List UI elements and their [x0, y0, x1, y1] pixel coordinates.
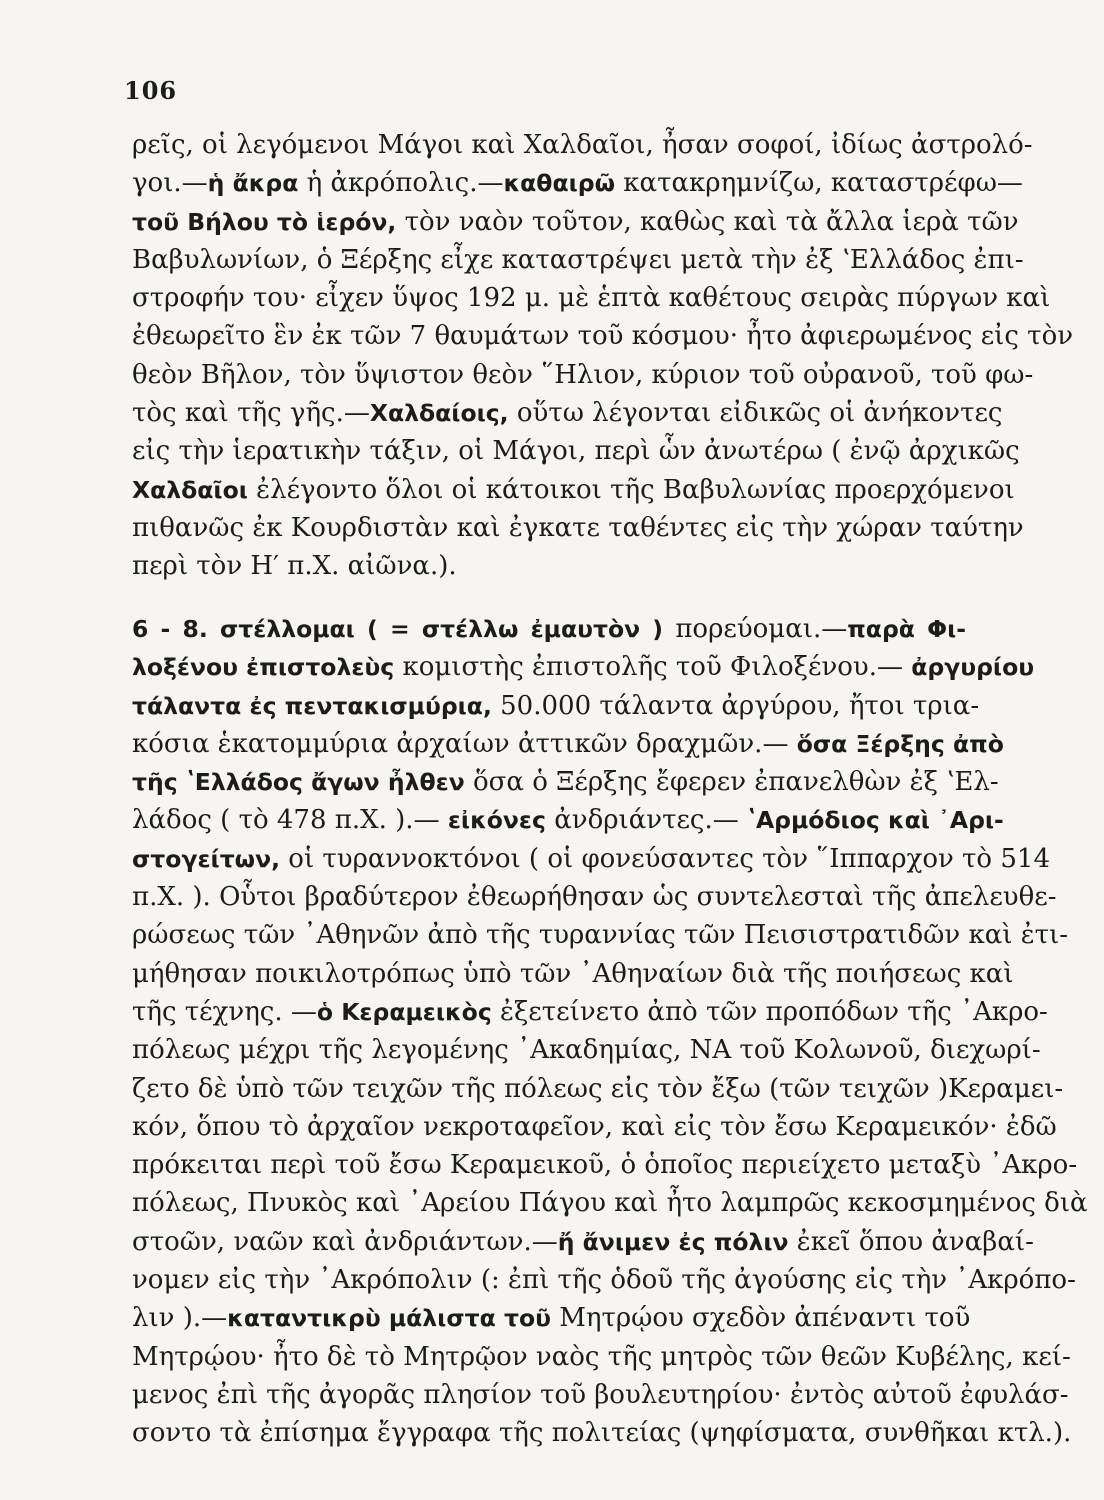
text-line [132, 648, 1035, 686]
text-line [132, 317, 1074, 355]
text-run: ἡ ἀκρόπολις.— [298, 168, 504, 199]
text-run: οἱ τυραννοκτόνοι ( οἱ φονεύσαντες τὸν ῞Ιππαρχον τὸ 514 [280, 843, 1050, 874]
bold-term: Χαλδαίοις, [369, 399, 509, 428]
text-run: Μητρῴου σχεδὸν ἀπέναντι τοῦ [550, 1303, 971, 1334]
text-line [132, 763, 999, 801]
text-line [132, 1146, 1078, 1184]
text-run: Μητρῴου· ἦτο δὲ τὸ Μητρῷον ναὸς τῆς μητρὸς τῶν θεῶν Κυβέλης, κεί- [132, 1341, 1071, 1372]
text-line [132, 1376, 1069, 1414]
text-line [132, 1108, 1057, 1146]
text-run: πιθανῶς ἐκ Κουρδιστὰν καὶ ἐγκατε ταθέντες εἰς τὴν χώραν ταύτην [132, 512, 1024, 543]
text-line [132, 1070, 1064, 1108]
bold-term: ἡ ἄκρα [207, 169, 299, 198]
text-run: πόλεως, Πνυκὸς καὶ ᾽Αρείου Πάγου καὶ ἦτο λαμπρῶς κεκοσμημένος διὰ [132, 1188, 1088, 1219]
text-line [132, 241, 1024, 279]
text-line [132, 801, 1004, 839]
bold-term: εἰκόνες [447, 806, 546, 835]
text-line [132, 394, 1003, 432]
text-line [132, 1184, 1088, 1222]
text-run: στοῶν, ναῶν καὶ ἀνδριάντων.— [132, 1226, 558, 1257]
bold-term: καταντικρὺ μάλιστα τοῦ [227, 1304, 551, 1333]
text-run: ἐκεῖ ὅπου ἀναβαί- [788, 1226, 1034, 1257]
text-run: πόλεως μέχρι τῆς λεγομένης ᾽Ακαδημίας, ΝΑ τοῦ Κολωνοῦ, διεχωρί- [132, 1035, 1041, 1066]
text-run: λάδος ( τὸ 478 π.Χ. ).— [132, 805, 448, 836]
text-line [132, 993, 1048, 1031]
text-line [132, 1223, 1034, 1261]
text-run: στροφήν του· εἶχεν ὕψος 192 μ. μὲ ἑπτὰ καθέτους σειρὰς πύργων καὶ [132, 283, 1051, 314]
text-line [132, 471, 1015, 509]
bold-term: καθαιρῶ [503, 169, 616, 198]
text-line [132, 1261, 1076, 1299]
text-line [132, 1031, 1041, 1069]
text-run: κατακρημνίζω, καταστρέφω— [615, 168, 1023, 199]
text-line [132, 840, 1050, 878]
text-line [132, 725, 1004, 763]
bold-term: ἀργυρίου [911, 653, 1035, 682]
text-run: ἐξετείνετο ἀπὸ τῶν προπόδων τῆς ᾽Ακρο- [491, 996, 1048, 1027]
text-line [132, 1338, 1071, 1376]
text-line [132, 432, 1020, 470]
text-run: ζετο δὲ ὑπὸ τῶν τειχῶν τῆς πόλεως εἰς τὸν ἔξω (τῶν τειχῶν )Κεραμει- [132, 1073, 1064, 1104]
text-line [132, 126, 1033, 164]
bold-term: παρὰ Φι- [847, 615, 967, 643]
text-line [132, 509, 1024, 547]
text-run: γοι.— [132, 168, 208, 199]
text-run: ρεῖς, οἱ λεγόμενοι Μάγοι καὶ Χαλδαῖοι, ἦσαν σοφοί, ἰδίως ἀστρολό- [132, 130, 1033, 160]
bold-term: ʽΑρμόδιος καὶ ᾽Αρι- [747, 806, 1004, 835]
bold-term: 6 - 8. στέλλομαι ( = στέλλω ἐμαυτὸν ) [132, 615, 664, 643]
text-run: κόσια ἑκατομμύρια ἀρχαίων ἀττικῶν δραχμῶν.— [132, 728, 797, 759]
text-run: Βαβυλωνίων, ὁ Ξέρξης εἶχε καταστρέψει μετὰ τὴν ἐξ ʽΕλλάδος ἐπι- [132, 244, 1024, 275]
text-line [132, 164, 1023, 202]
text-line [132, 547, 966, 585]
text-run: λιν ).— [132, 1303, 228, 1334]
bold-term: ἤ ἄνιμεν ἐς πόλιν [557, 1227, 789, 1256]
text-run: κομιστὴς ἐπιστολῆς τοῦ Φιλοξένου.— [394, 652, 912, 683]
text-run: τὸς καὶ τῆς γῆς.— [132, 398, 370, 429]
bold-term: τάλαντα ἐς πεντακισμύρια, [132, 691, 492, 720]
bold-term: τοῦ Βήλου τὸ ἱερόν, [132, 207, 397, 236]
text-run: σοντο τὰ ἐπίσημα ἔγγραφα τῆς πολιτείας (ψηφίσματα, συνθῆκαι κτλ.). [132, 1418, 1072, 1449]
bold-term: λοξένου ἐπιστολεὺς [132, 653, 395, 682]
text-run: ὅσα ὁ Ξέρξης ἔφερεν ἐπανελθὼν ἐξ ʽΕλ- [464, 767, 999, 798]
text-run: εἰς τὴν ἱερατικὴν τάξιν, οἱ Μάγοι, περὶ ὧν ἀνωτέρω ( ἐνῷ ἀρχικῶς [132, 436, 1020, 467]
bold-term: ὅσα Ξέρξης ἀπὸ [796, 729, 1004, 758]
text-run: κόν, ὅπου τὸ ἀρχαῖον νεκροταφεῖον, καὶ εἰς τὸν ἔσω Κεραμεικόν· ἐδῶ [132, 1111, 1057, 1142]
text-run: νομεν εἰς τὴν ᾽Ακρόπολιν (: ἐπὶ τῆς ὁδοῦ τῆς ἀγούσης εἰς τὴν ᾽Ακρόπο- [132, 1265, 1076, 1296]
text-run: μήθησαν ποικιλοτρόπως ὑπὸ τῶν ᾽Αθηναίων διὰ τῆς ποιήσεως καὶ [132, 958, 1014, 989]
text-run: περὶ τὸν Η′ π.Χ. αἰῶνα.). [132, 551, 457, 582]
text-run: τὸν ναὸν τοῦτον, καθὼς καὶ τὰ ἄλλα ἱερὰ τῶν [396, 206, 1019, 237]
text-line [132, 356, 1034, 394]
text-run: ἐλέγοντο ὅλοι οἱ κάτοικοι τῆς Βαβυλωνίας προερχόμενοι [247, 474, 1015, 505]
text-run: πορεύομαι.— [663, 614, 848, 644]
text-run: μενος ἐπὶ τῆς ἀγορᾶς πλησίον τοῦ βουλευτηρίου· ἐντὸς αὐτοῦ ἐφυλάσ- [132, 1379, 1069, 1410]
text-line [132, 203, 1019, 241]
bold-term: τῆς ʽΕλλάδος ἄγων ἦλθεν [132, 768, 465, 797]
text-line [132, 610, 966, 648]
text-run: 50.000 τάλαντα ἀργύρου, ἤτοι τρια- [491, 690, 980, 721]
paragraph-2 [132, 610, 1088, 1453]
text-run: π.Χ. ). Οὗτοι βραδύτερον ἐθεωρήθησαν ὡς συντελεσταὶ τῆς ἀπελευθε- [132, 882, 1057, 913]
text-line [132, 1414, 1072, 1452]
text-line [132, 279, 1051, 317]
text-line [132, 878, 1057, 916]
text-run: ἐθεωρεῖτο ἓν ἐκ τῶν 7 θαυμάτων τοῦ κόσμου· ἦτο ἀφιερωμένος εἰς τὸν [132, 321, 1074, 352]
paragraph-1 [132, 126, 1074, 586]
text-line [132, 1299, 971, 1337]
bold-term: Χαλδαῖοι [132, 475, 248, 504]
bold-term: στογείτων, [132, 844, 281, 873]
text-run: πρόκειται περὶ τοῦ ἔσω Κεραμεικοῦ, ὁ ὁποῖος περιείχετο μεταξὺ ᾽Ακρο- [132, 1150, 1078, 1181]
text-line [132, 687, 980, 725]
text-line [132, 955, 1014, 993]
page-number: 106 [124, 76, 178, 105]
text-line [132, 916, 1069, 954]
text-run: οὕτω λέγονται εἰδικῶς οἱ ἀνήκοντες [508, 398, 1003, 429]
text-run: ρώσεως τῶν ᾽Αθηνῶν ἀπὸ τῆς τυραννίας τῶν Πεισιστρατιδῶν καὶ ἐτι- [132, 920, 1069, 951]
text-run: τῆς τέχνης. — [132, 996, 317, 1027]
text-run: ἀνδριάντες.— [545, 805, 748, 836]
text-run: θεὸν Βῆλον, τὸν ὕψιστον θεὸν ῞Ηλιον, κύριον τοῦ οὐρανοῦ, τοῦ φω- [132, 359, 1034, 390]
bold-term: ὁ Κεραμεικὸς [316, 997, 492, 1026]
